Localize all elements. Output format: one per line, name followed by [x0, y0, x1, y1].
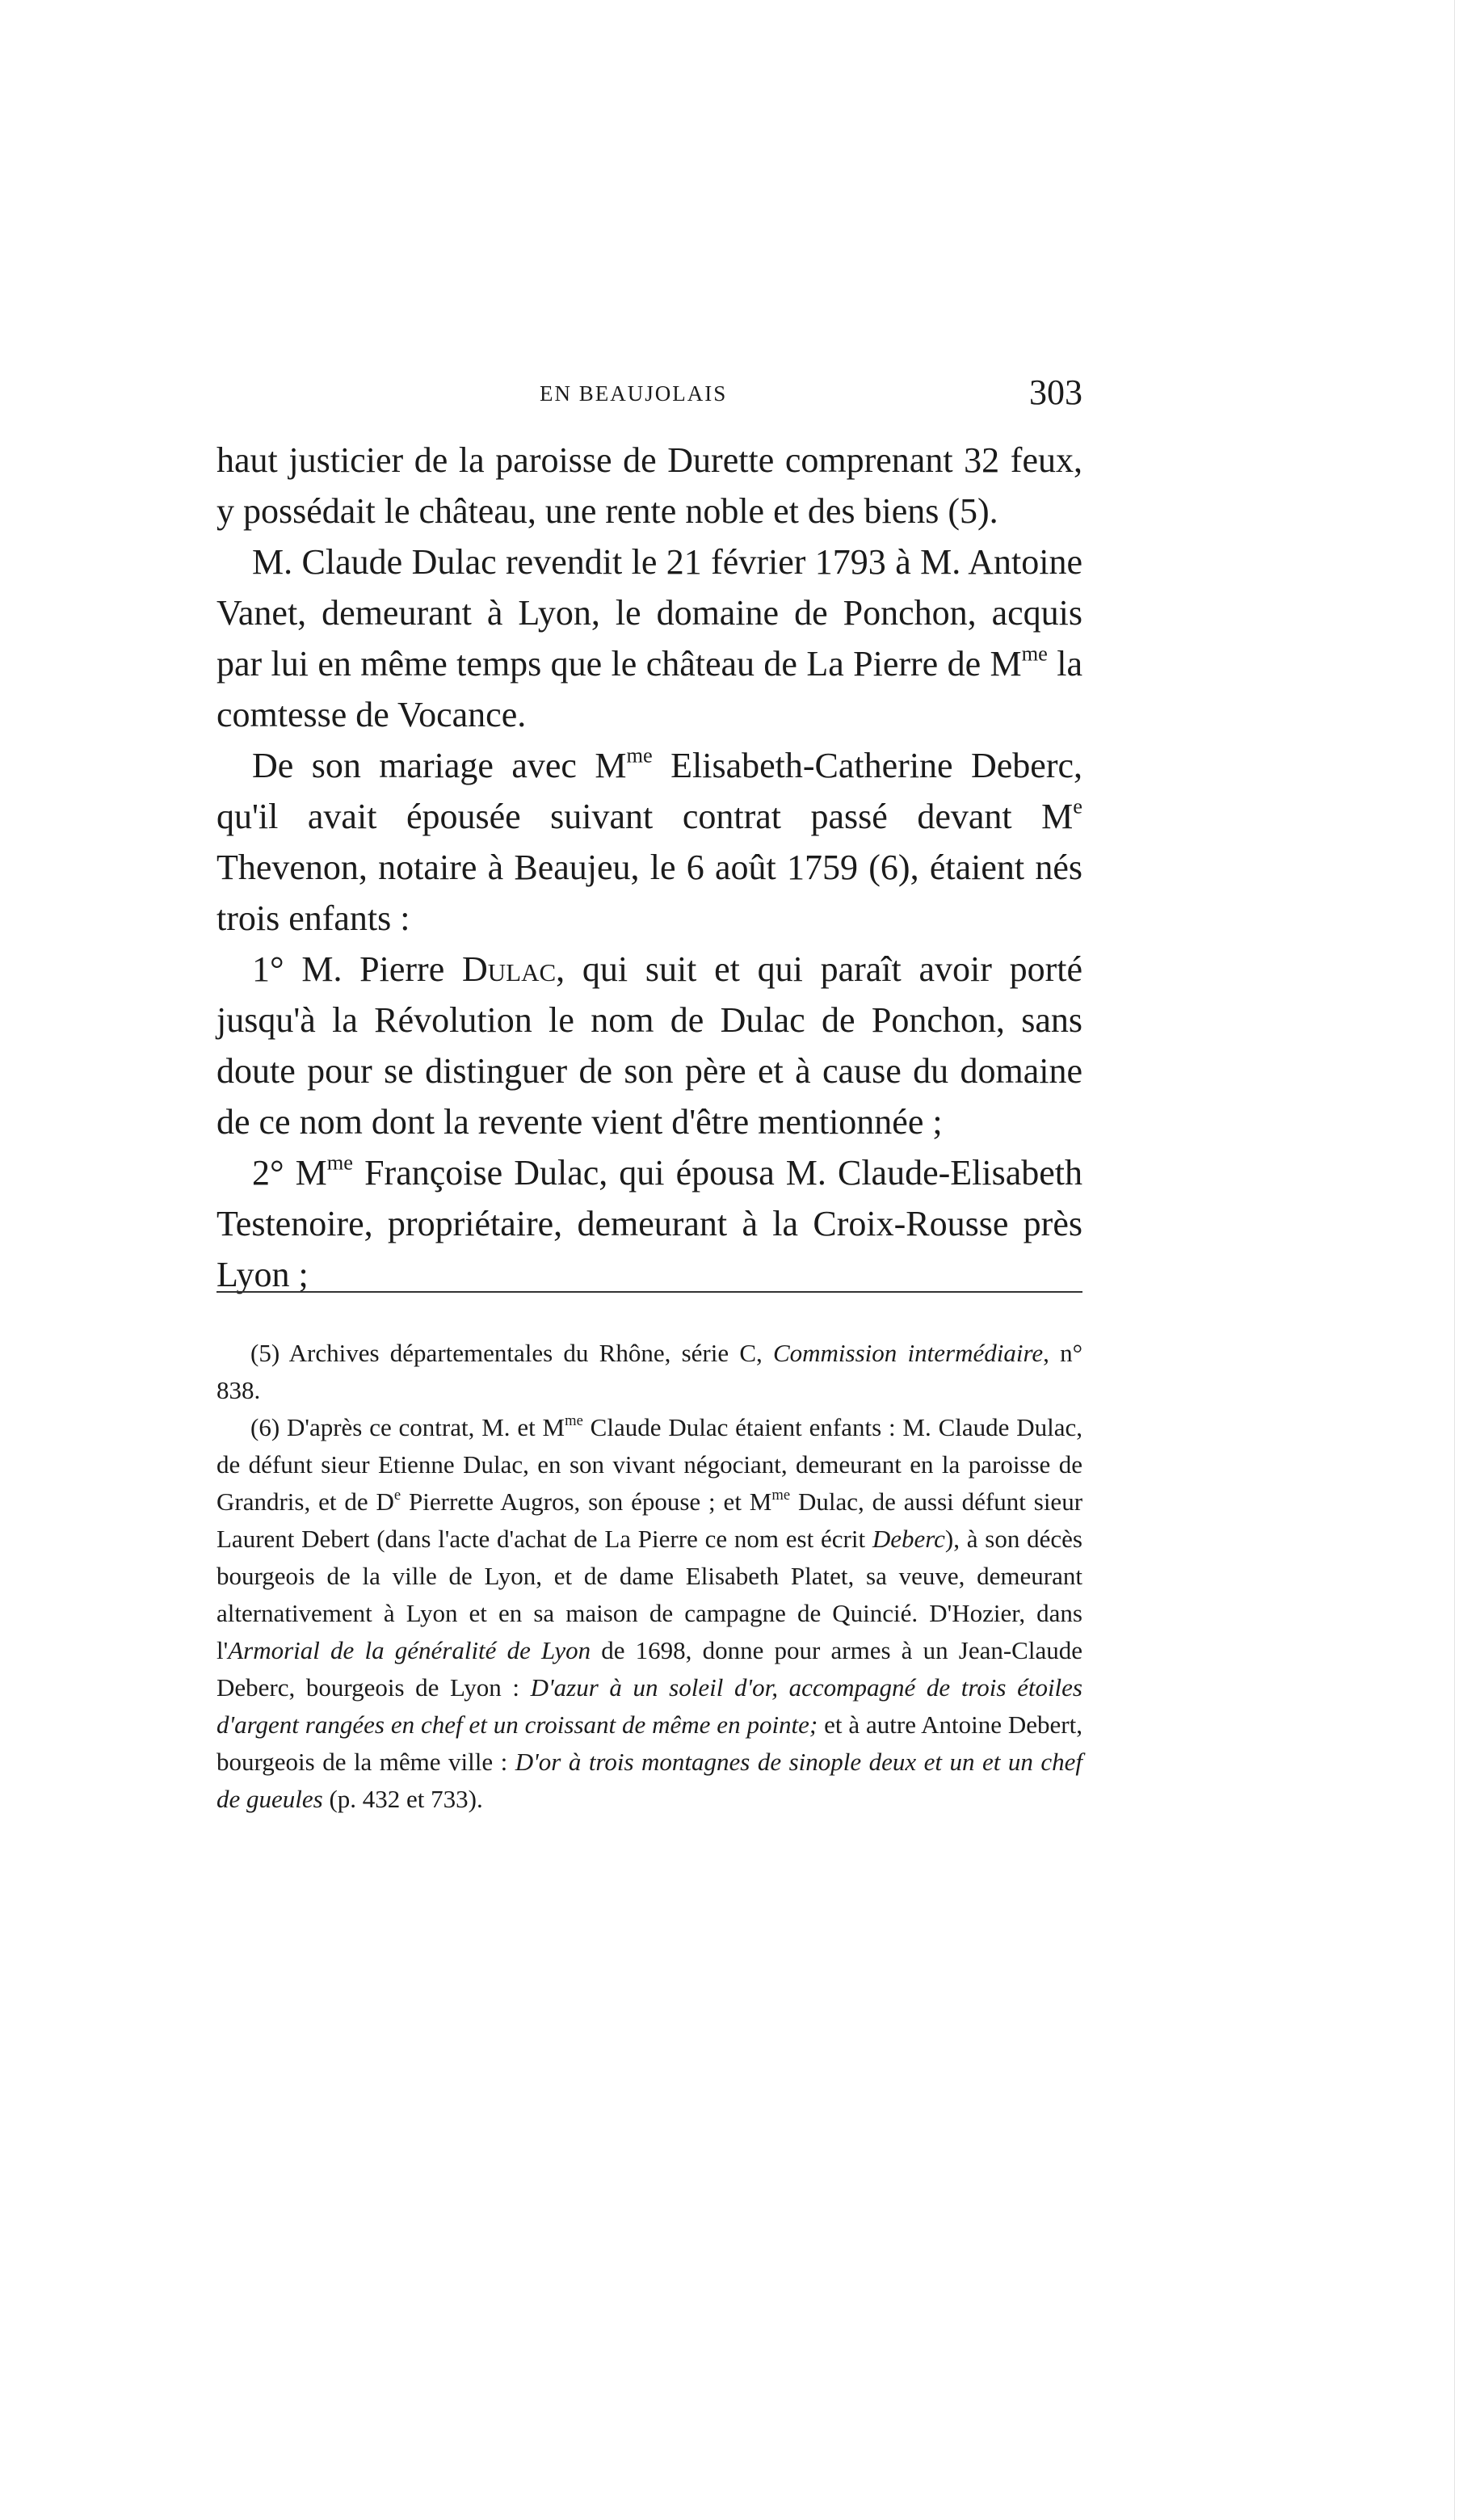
body-text — [216, 435, 1082, 1300]
paragraph-1: haut justicier de la paroisse de Durette comprenant 32 feux, y possédait le château, une rente noble et des biens (5). — [216, 440, 1082, 531]
page-number: 303 — [1029, 372, 1082, 412]
paragraph-2: M. Claude Dulac revendit le 21 février 1793 à M. Antoine Vanet, demeurant à Lyon, le domaine de Ponchon, acquis par lui en même temps que le château de La Pierre de $M^{me}$ la comtesse de Vocance. — [216, 542, 1082, 734]
footnote-5: (5) Archives départementales du Rhône, série C, Commission intermédiaire, n° 838. — [216, 1339, 1083, 1404]
running-title: EN BEAUJOLAIS — [540, 381, 728, 406]
paragraph-3: De son mariage avec $M^{me}$ Elisabeth-Catherine Deberc, qu'il avait épousée suivant contrat passé devant Me Thevenon, notaire à Beaujeu, le 6 août 1759 (6), étaient nés trois enfants : — [216, 743, 1082, 938]
paragraph-4: 1° M. Pierre Dulac, qui suit et qui paraît avoir porté jusqu'à la Révolution le nom de Dulac de Ponchon, sans doute pour se distinguer de son père et à cause du domaine de ce nom dont la revente vient d'être mentionnée ; — [216, 949, 1082, 1142]
footnote-rule — [216, 1291, 1082, 1293]
scan-edge-line — [1454, 0, 1455, 2520]
footnote-6: (6) D'après ce contrat, M. et $M^{me}$ Claude Dulac étaient enfants : M. Claude Dulac, de défunt sieur Etienne Dulac, en son vivant négociant, demeurant en la paroisse de Grandris, et de De Pierrette Augros, son épouse ; et $M^{me}$ Dulac, de aussi défunt sieur Laurent Debert (dans l'acte d'achat de La Pierre ce nom est écrit Deberc), à son décès bourgeois de la ville de Lyon, et de dame Elisabeth Platet, sa veuve, demeurant alternativement à Lyon et en sa maison de campagne de Quincié. D'Hozier, dans l'Armorial de la généralité de Lyon de 1698, donne pour armes à un Jean-Claude Deberc, bourgeois de Lyon : D'azur à un soleil d'or, accompagné de trois étoiles d'argent rangées en chef et un croissant de même en pointe; et à autre Antoine Debert, bourgeois de la même ville : D'or à trois montagnes de sinople deux et un et un chef de gueules (p. 432 et 733). — [216, 1411, 1083, 1813]
footnotes — [216, 1335, 1082, 1818]
page-header — [216, 372, 1082, 428]
paragraph-5: 2° $M^{me}$ Françoise Dulac, qui épousa M. Claude-Elisabeth Testenoire, propriétaire, demeurant à la Croix-Rousse près Lyon ; — [216, 1150, 1083, 1294]
